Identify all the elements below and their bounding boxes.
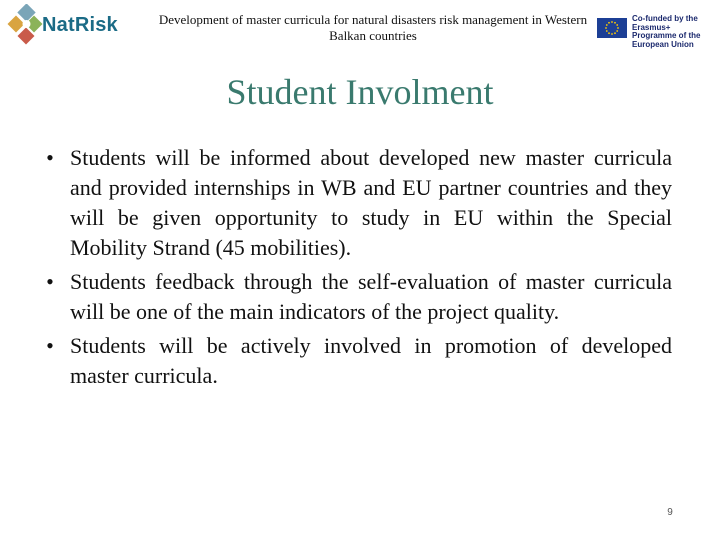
slide-header <box>0 0 720 56</box>
bullet-icon: • <box>46 145 54 170</box>
bullet-text: Students will be informed about developed new master curricula and provided internships in WB and EU partner countries and they will be given opportunity to study in EU within the Special Mobility Strand (45 mobilities). <box>70 145 672 260</box>
natrisk-logo <box>6 4 118 48</box>
list-item <box>40 331 672 391</box>
slide-title: Student Involment <box>226 72 494 112</box>
page-number: 9 <box>667 507 673 518</box>
bullet-icon: • <box>46 333 54 358</box>
header-project-title: Development of master curricula for natural disasters risk management in Western Balkan countries <box>158 12 588 43</box>
list-item <box>40 267 672 327</box>
bullet-list <box>40 143 672 395</box>
list-item <box>40 143 672 263</box>
bullet-text: Students feedback through the self-evaluation of master curricula will be one of the main indicators of the project quality. <box>70 269 672 324</box>
eu-cofunding-caption: Co-funded by the Erasmus+ Programme of the European Union <box>632 14 701 49</box>
bullet-text: Students will be actively involved in promotion of developed master curricula. <box>70 333 672 388</box>
eu-flag-icon <box>597 18 627 38</box>
bullet-icon: • <box>46 269 54 294</box>
logo-wordmark: NatRisk <box>42 14 118 36</box>
